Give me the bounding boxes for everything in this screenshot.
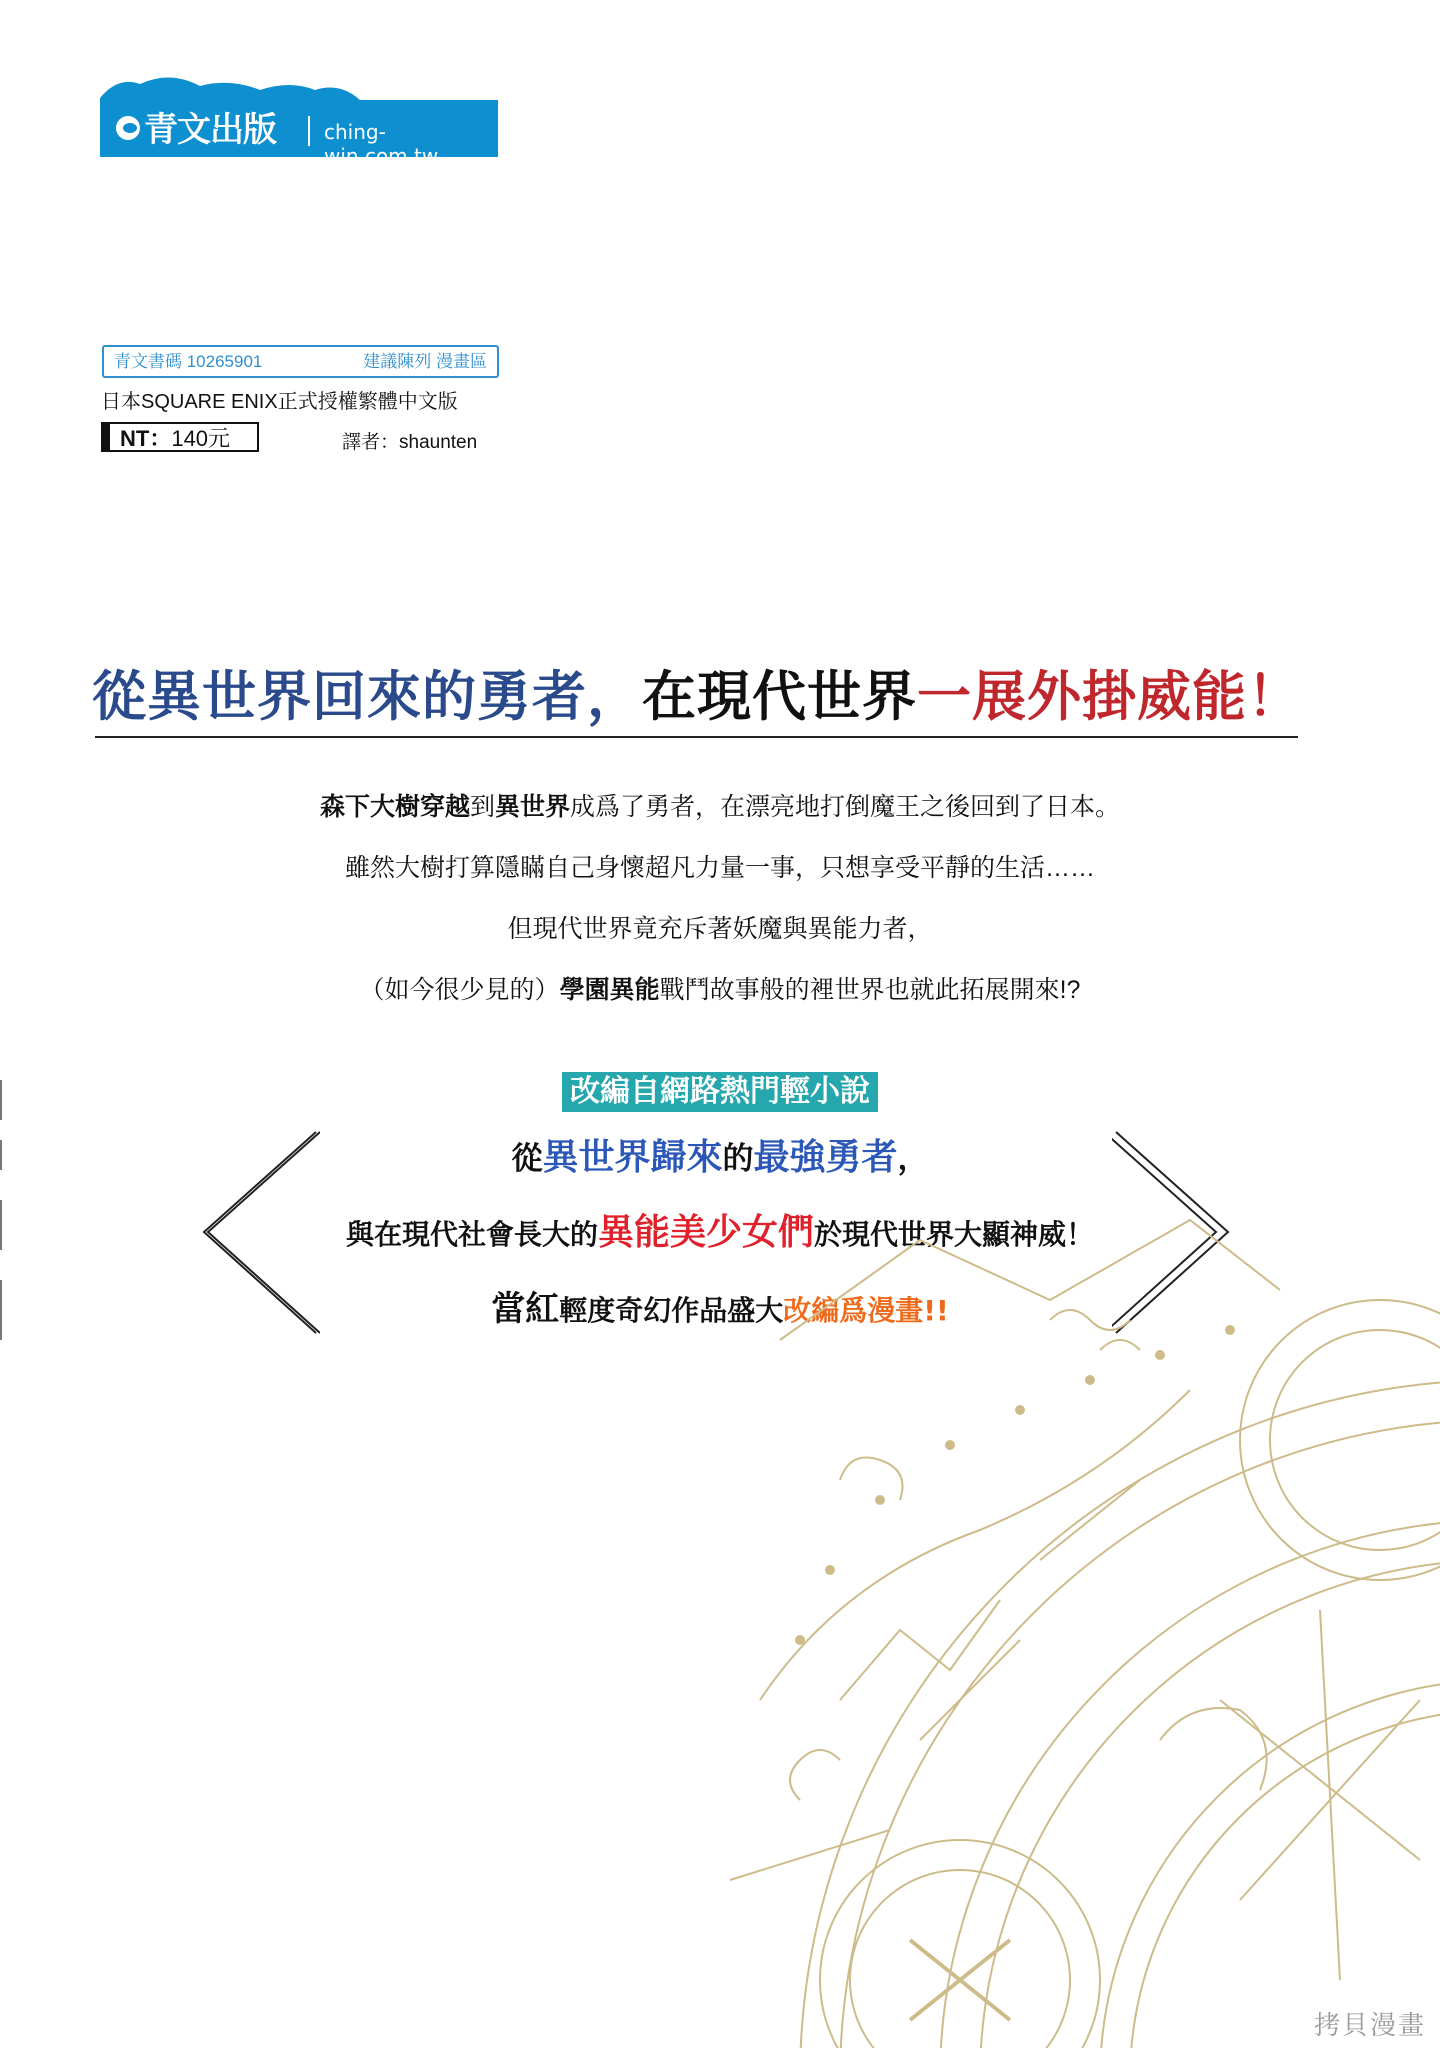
promo-highlight-red: 異能美少女們 [597, 1212, 814, 1253]
synopsis-line-3: 但現代世界竟充斥著妖魔與異能力者， [507, 915, 933, 943]
promo-highlight-orange: 改編爲漫畫!! [783, 1294, 949, 1327]
synopsis-line-2: 雖然大樹打算隱瞞自己身懷超凡力量一事，只想享受平靜的生活…… [344, 854, 1095, 882]
synopsis-bold-text: 森下大樹穿越 [319, 793, 470, 821]
promo-text: 的 [722, 1141, 754, 1177]
publisher-logo [100, 76, 498, 168]
price-box [101, 422, 259, 452]
headline-part-3: 一展外掛威能！ [917, 664, 1302, 728]
publisher-name: 青文出版 [144, 110, 276, 150]
headline-part-1: 從異世界回來的勇者， [92, 664, 642, 728]
synopsis-text: （如今很少見的） [359, 976, 560, 1004]
price-prefix: NT： [120, 426, 172, 451]
promo-text: 輕度奇幻作品盛大 [559, 1294, 784, 1327]
promo-text: 當紅 [491, 1289, 560, 1329]
magic-circle-decoration [720, 1180, 1440, 2048]
promo-highlight-blue: 異世界歸來 [542, 1137, 723, 1178]
promo-text: 與在現代社會長大的 [345, 1218, 598, 1251]
page-edge-marks [0, 1080, 4, 1380]
headline-underline [95, 736, 1298, 738]
headline [92, 660, 1302, 732]
headline-part-2: 在現代世界 [642, 664, 917, 728]
publisher-mark-icon [116, 116, 140, 140]
synopsis-line-4 [0, 973, 1440, 1007]
promo-text: 從 [511, 1141, 543, 1177]
synopsis-line-1 [0, 790, 1440, 824]
logo-divider [308, 116, 310, 146]
synopsis-text: 成爲了勇者，在漂亮地打倒魔王之後回到了日本。 [570, 793, 1121, 821]
synopsis-text: 到 [469, 793, 495, 821]
promo-line-1 [0, 1136, 1440, 1181]
book-code-box [102, 345, 499, 378]
promo-text: 於現代世界大顯神威！ [814, 1218, 1095, 1251]
promo-highlight-blue: 最強勇者 [753, 1137, 898, 1178]
synopsis-bold-text: 異世界 [495, 793, 571, 821]
shelf-suggestion: 建議陳列 漫畫區 [363, 352, 487, 371]
promo-tag-row [0, 1072, 1440, 1112]
book-code: 青文書碼 10265901 [114, 352, 263, 371]
translator: 譯者：shaunten [342, 432, 478, 453]
promo-text: ， [897, 1141, 929, 1177]
license-text: 日本SQUARE ENIX正式授權繁體中文版 [101, 391, 458, 413]
synopsis-bold-text: 學園異能 [559, 976, 660, 1004]
promo-tag: 改編自網路熱門輕小說 [562, 1072, 878, 1112]
synopsis-text: 戰鬥故事般的裡世界也就此拓展開來!? [659, 976, 1081, 1004]
watermark: 拷貝漫畫 [1313, 2011, 1426, 2041]
price-value: 140元 [171, 426, 231, 451]
publisher-url: ching-win.com.tw [324, 120, 439, 168]
